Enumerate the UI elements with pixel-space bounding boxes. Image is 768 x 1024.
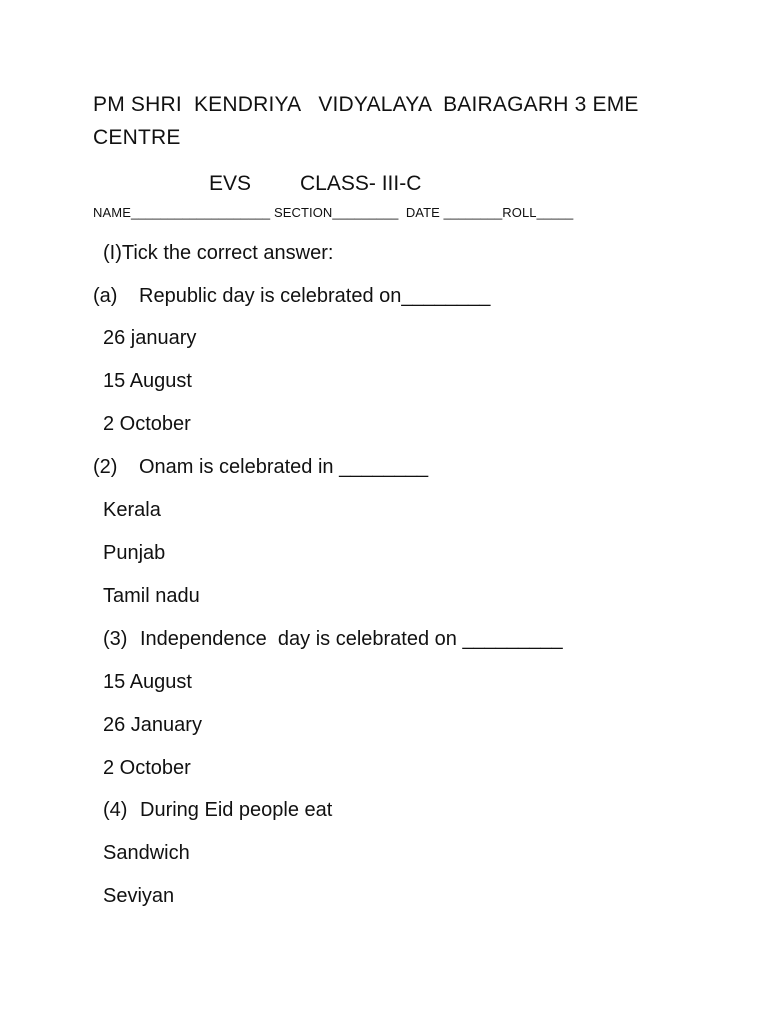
student-info-line: NAME___________________ SECTION_________ DATE ________ROLL_____ — [93, 205, 574, 220]
answer-option: 26 January — [103, 714, 202, 736]
school-name-line2: CENTRE — [93, 126, 181, 149]
question-text: During Eid people eat — [140, 799, 333, 821]
answer-option: 2 October — [103, 757, 191, 779]
question-text: Onam is celebrated in ________ — [139, 456, 429, 478]
answer-option: 26 january — [103, 327, 197, 349]
subject-label: EVS — [209, 172, 252, 195]
answer-option: Punjab — [103, 542, 166, 564]
question-number: (2) — [93, 456, 118, 478]
answer-option: Seviyan — [103, 885, 175, 907]
class-label: CLASS- III-C — [300, 172, 422, 195]
question-number: (3) — [103, 628, 128, 650]
answer-option: 2 October — [103, 413, 191, 435]
question-text: Independence day is celebrated on _________ — [140, 628, 563, 650]
school-name-line1: PM SHRI KENDRIYA VIDYALAYA BAIRAGARH 3 EME — [93, 93, 639, 116]
answer-option: Kerala — [103, 499, 161, 521]
answer-option: 15 August — [103, 370, 192, 392]
question-number: (4) — [103, 799, 128, 821]
question-text: Republic day is celebrated on________ — [139, 285, 491, 307]
instruction-text: (I)Tick the correct answer: — [103, 242, 334, 264]
answer-option: 15 August — [103, 671, 192, 693]
question-number: (a) — [93, 285, 118, 307]
answer-option: Sandwich — [103, 842, 190, 864]
answer-option: Tamil nadu — [103, 585, 200, 607]
